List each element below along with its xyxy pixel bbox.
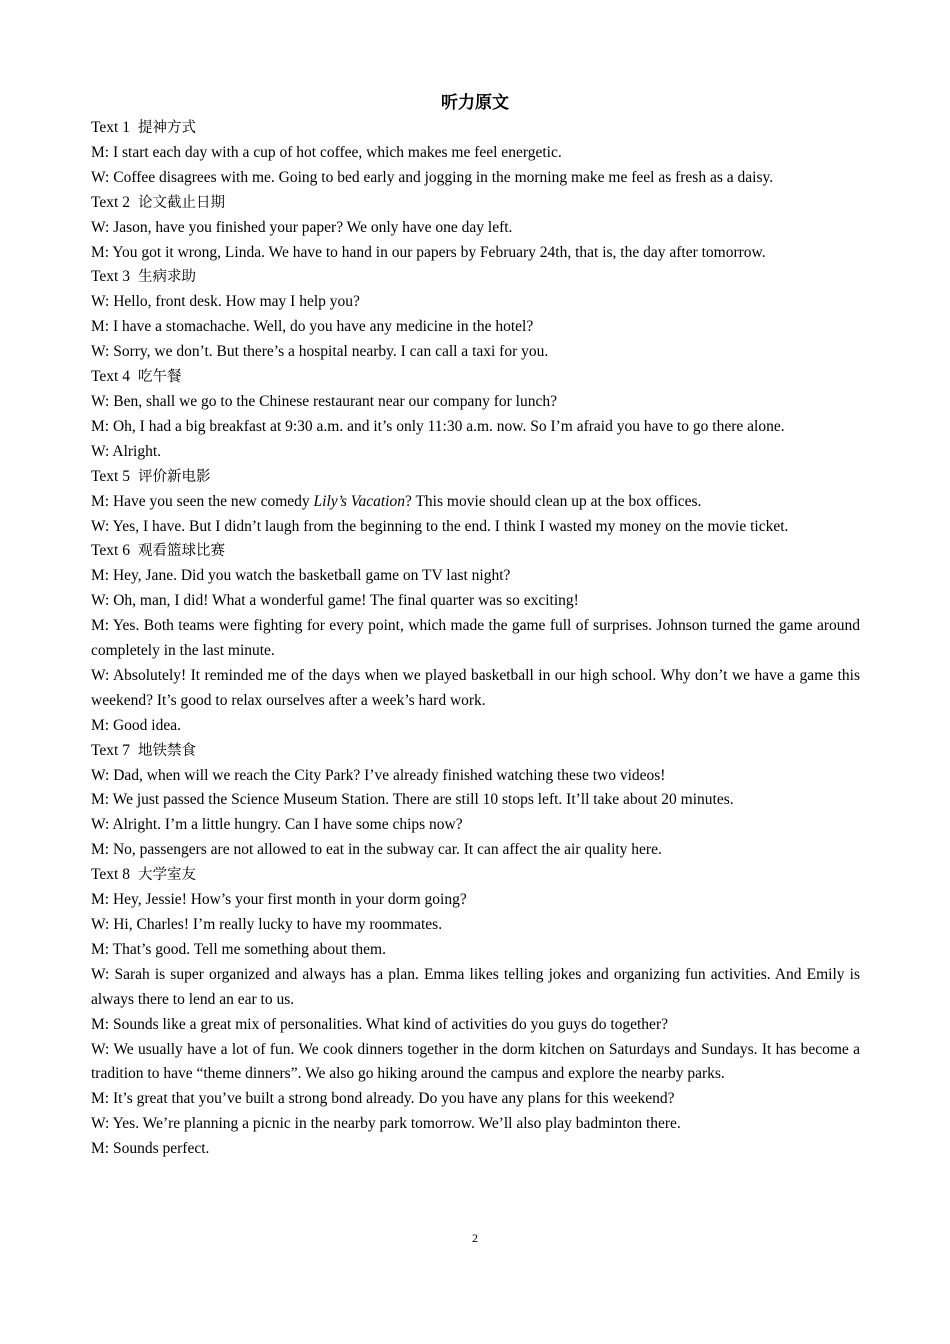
section-heading: Text 8 大学室友 (91, 866, 196, 884)
section-heading: Text 1 提神方式 (91, 119, 196, 136)
transcript-body (91, 116, 860, 1162)
dialogue-line: W: Sorry, we don’t. But there’s a hospital nearby. I can call a taxi for you. (91, 343, 549, 361)
section-heading: Text 3 生病求助 (91, 268, 196, 286)
dialogue-line: W: Hello, front desk. How may I help you? (91, 293, 360, 311)
section-heading: Text 7 地铁禁食 (91, 741, 196, 759)
dialogue-line: W: Oh, man, I did! What a wonderful game! The final quarter was so exciting! (91, 592, 579, 610)
dialogue-line: W: Dad, when will we reach the City Park? I’ve already finished watching these two videos! (91, 766, 666, 784)
dialogue-line: W: Hi, Charles! I’m really lucky to have my roommates. (91, 916, 443, 933)
dialogue-line: M: Hey, Jessie! How’s your first month in your dorm going? (91, 891, 467, 909)
movie-title: Lily’s Vacation (313, 492, 405, 510)
dialogue-line: M: I have a stomachache. Well, do you have any medicine in the hotel? (91, 318, 534, 336)
dialogue-line: W: Alright. I’m a little hungry. Can I have some chips now? (91, 816, 463, 834)
dialogue-line: W: Jason, have you finished your paper? We only have one day left. (91, 218, 513, 236)
dialogue-line: W: Yes. We’re planning a picnic in the nearby park tomorrow. We’ll also play badminton there. (91, 1115, 681, 1133)
page-number: 2 (472, 1231, 478, 1245)
dialogue-line: M: Have you seen the new comedy Lily’s Vacation? This movie should clean up at the box offices. (91, 492, 702, 510)
section-heading: Text 6 观看篮球比赛 (91, 542, 225, 560)
dialogue-paragraph: W: We usually have a lot of fun. We cook dinners together in the dorm kitchen on Saturdays and Sundays. It has become a tradition to have “theme dinners”. We also go hiking around the campus and explore the nearby parks. (91, 1040, 860, 1083)
dialogue-line: W: Ben, shall we go to the Chinese restaurant near our company for lunch? (91, 392, 557, 410)
section-heading: Text 2 论文截止日期 (91, 193, 225, 211)
dialogue-paragraph: W: Absolutely! It reminded me of the days when we played basketball in our high school. Why don’t we have a game this weekend? It’s good to relax ourselves after a week’s hard work. (91, 666, 860, 709)
dialogue-line: M: Hey, Jane. Did you watch the basketball game on TV last night? (91, 567, 511, 585)
dialogue-paragraph: W: Sarah is super organized and always has a plan. Emma likes telling jokes and organizing fun activities. And Emily is always there to lend an ear to us. (91, 965, 860, 1008)
dialogue-line: W: Alright. (91, 442, 162, 460)
page-title: 听力原文 (441, 93, 509, 113)
dialogue-line: M: I start each day with a cup of hot coffee, which makes me feel energetic. (91, 143, 562, 161)
dialogue-line: M: We just passed the Science Museum Station. There are still 10 stops left. It’ll take about 20 minutes. (91, 791, 734, 809)
dialogue-paragraph: M: Yes. Both teams were fighting for every point, which made the game full of surprises. Johnson turned the game around completely in the last minute. (91, 617, 860, 660)
section-heading: Text 5 评价新电影 (91, 467, 211, 485)
dialogue-line: W: Coffee disagrees with me. Going to bed early and jogging in the morning make me feel as fresh as a daisy. (91, 168, 774, 186)
dialogue-line: M: Oh, I had a big breakfast at 9:30 a.m. and it’s only 11:30 a.m. now. So I’m afraid you have to go there alone. (91, 417, 785, 435)
dialogue-line: M: Sounds like a great mix of personalities. What kind of activities do you guys do together? (91, 1015, 668, 1033)
dialogue-line: M: No, passengers are not allowed to eat in the subway car. It can affect the air quality here. (91, 841, 662, 859)
section-heading: Text 4 吃午餐 (91, 368, 182, 386)
dialogue-line: M: It’s great that you’ve built a strong bond already. Do you have any plans for this weekend? (91, 1090, 675, 1108)
dialogue-line: M: Sounds perfect. (91, 1140, 210, 1158)
dialogue-line: M: Good idea. (91, 716, 181, 734)
dialogue-line: M: You got it wrong, Linda. We have to hand in our papers by February 24th, that is, the day after tomorrow. (91, 243, 766, 261)
dialogue-line: M: That’s good. Tell me something about them. (91, 940, 386, 958)
dialogue-line: W: Yes, I have. But I didn’t laugh from the beginning to the end. I think I wasted my money on the movie ticket. (91, 517, 789, 535)
